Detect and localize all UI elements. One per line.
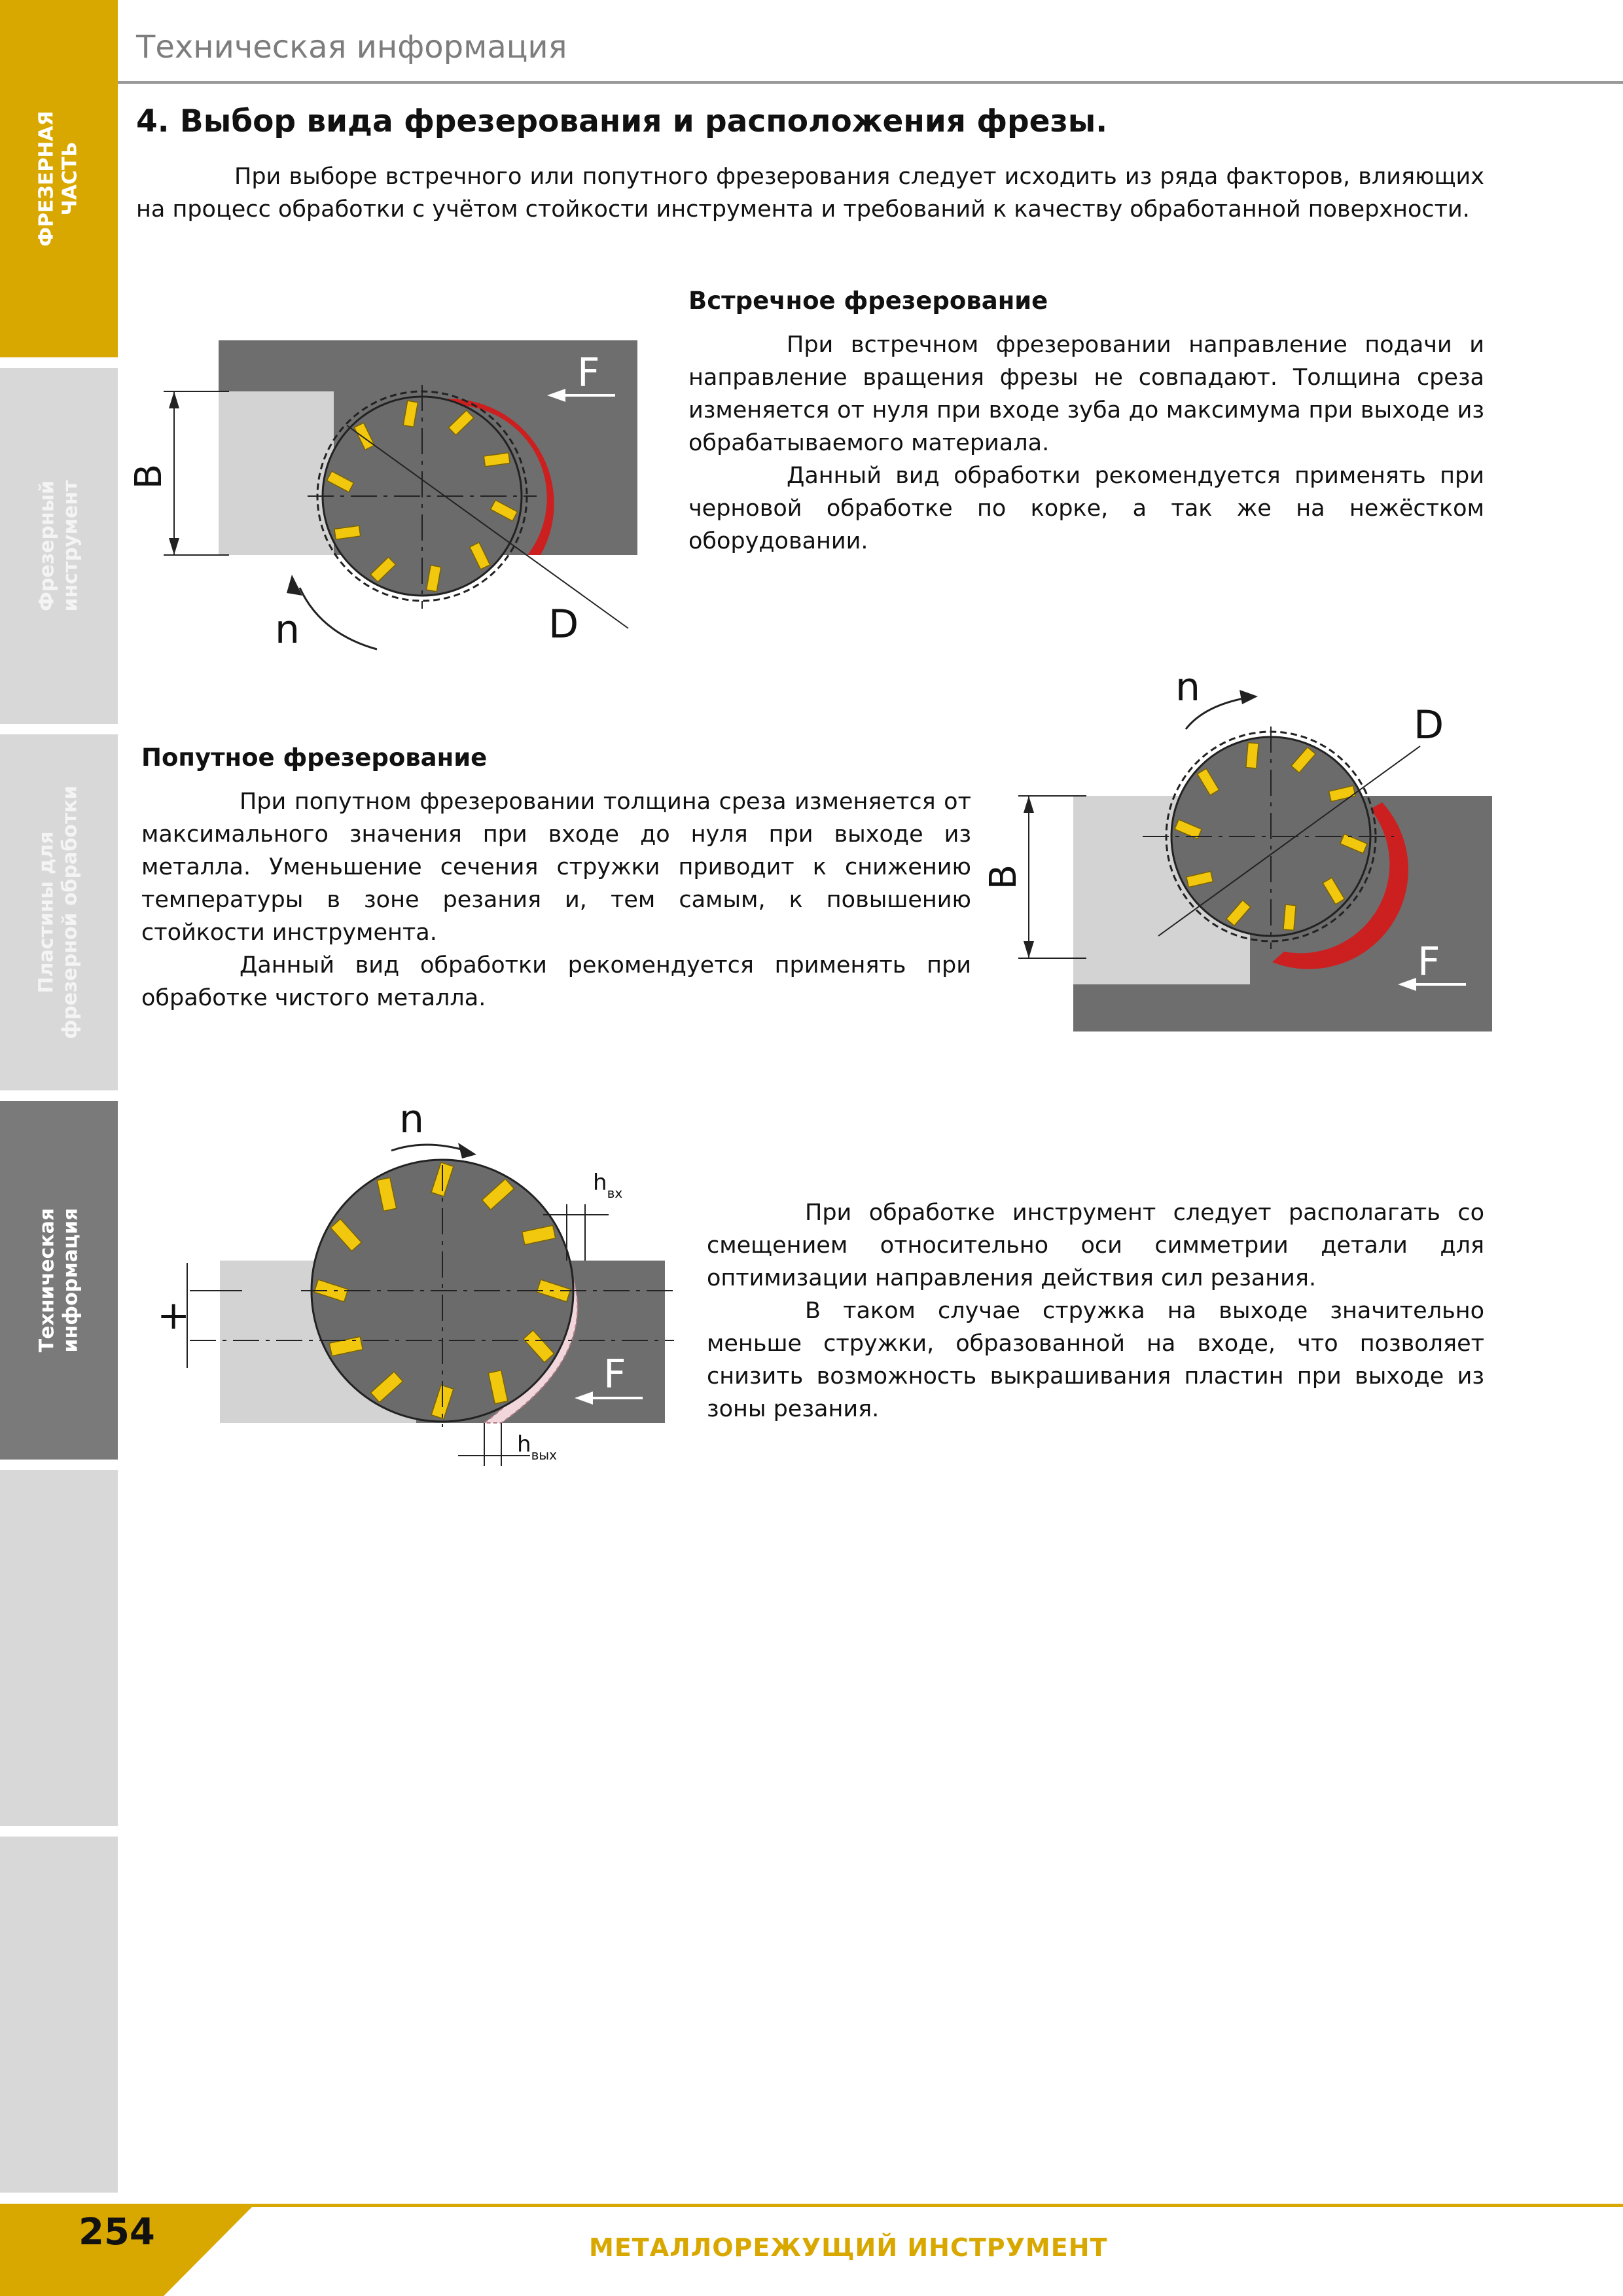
sidebar-tab-line1: Техническая [35, 1208, 59, 1353]
climb-paragraph-2: Данный вид обработки рекомендуется применять при обработке чистого металла. [141, 952, 971, 1011]
header-divider [118, 81, 1623, 84]
sidebar-tab-empty-2 [0, 1837, 118, 2193]
dim-arrow-bottom [169, 538, 179, 555]
conventional-text [688, 329, 1484, 558]
rotation-arrow-shaft [300, 588, 377, 649]
cutter-insert [1283, 905, 1296, 930]
footer-brand: МЕТАЛЛОРЕЖУЩИЙ ИНСТРУМЕНТ [589, 2233, 1108, 2262]
cutter-insert [1246, 743, 1258, 768]
label-feed-f: F [1418, 939, 1440, 985]
page-number: 254 [79, 2211, 155, 2253]
dim-arrow-top [1024, 796, 1034, 813]
climb-paragraph-1: При попутном фрезеровании толщина среза изменяется от максимального значения при входе до нуля при выходе из металла. Уменьшение сечения стружки приводит к снижению температуры в зоне резания и, тем самым, к повышению стойкости инструмента. [141, 789, 971, 946]
sidebar-tab-label [35, 480, 82, 612]
offset-text [707, 1196, 1484, 1426]
sidebar-tab-label [35, 1208, 82, 1353]
label-h-out-sub: вых [531, 1447, 557, 1463]
sidebar-tab-line1: ФРЕЗЕРНАЯ [35, 111, 59, 247]
sidebar-tab-line2: фрезерной обработки [59, 785, 82, 1039]
sidebar-tab-line2: инструмент [59, 480, 82, 612]
label-rotation-n: n [275, 607, 300, 653]
offset-milling-diagram [151, 1096, 694, 1466]
sidebar-tab-label [35, 111, 82, 246]
label-width-b: B [982, 864, 1025, 890]
label-h-in-main: h [593, 1170, 607, 1196]
label-width-b: B [128, 463, 170, 490]
sidebar-tab-technical-info[interactable] [0, 1101, 118, 1460]
sidebar-tab-line2: информация [59, 1208, 82, 1353]
offset-paragraph-1: При обработке инструмент следует располагать со смещением относительно оси симметрии детали для оптимизации направления действия сил резания. [707, 1200, 1484, 1291]
sidebar-tab-empty-1 [0, 1470, 118, 1826]
sidebar-tab-milling-tools[interactable] [0, 368, 118, 724]
rotation-arrow-head [1240, 690, 1258, 704]
climb-milling-diagram [982, 664, 1505, 1041]
label-h-out [517, 1431, 557, 1463]
rotation-arrow-head [287, 575, 302, 596]
label-diameter-d: D [1414, 702, 1444, 748]
removed-layer [219, 391, 334, 555]
label-rotation-n: n [1175, 664, 1201, 710]
section-title: 4. Выбор вида фрезерования и расположения фрезы. [136, 103, 1108, 139]
conventional-paragraph-1: При встречном фрезеровании направление подачи и направление вращения фрезы не совпадают. Толщина среза изменяется от нуля при входе зуба до максимума при выходе из обрабатываемого материала. [688, 332, 1484, 456]
conventional-heading: Встречное фрезерование [688, 287, 1048, 315]
label-h-in [593, 1170, 622, 1201]
label-feed-f: F [577, 350, 600, 396]
rotation-arrow-shaft [391, 1145, 466, 1151]
conventional-paragraph-2: Данный вид обработки рекомендуется применять при черновой обработке по корке, а так же на нежёстком оборудовании. [688, 463, 1484, 554]
dim-arrow-top [169, 391, 179, 408]
label-rotation-n: n [399, 1096, 425, 1142]
rotation-arrow-head [458, 1143, 476, 1158]
label-offset-plus: + [157, 1293, 190, 1338]
climb-heading: Попутное фрезерование [141, 744, 488, 772]
climb-text [141, 785, 971, 1014]
dim-arrow-bottom [1024, 941, 1034, 958]
label-h-out-main: h [517, 1431, 531, 1458]
intro-paragraph: При выборе встречного или попутного фрезерования следует исходить из ряда факторов, влияющих на процесс обработки с учётом стойкости инструмента и требований к качеству обработанной поверхности. [136, 164, 1484, 223]
sidebar-tab-inserts[interactable] [0, 734, 118, 1090]
label-h-in-sub: вх [607, 1185, 623, 1201]
label-diameter-d: D [548, 601, 579, 647]
label-feed-f: F [603, 1352, 626, 1397]
sidebar-tab-line2: ЧАСТЬ [59, 141, 82, 216]
sidebar [0, 0, 118, 2296]
offset-paragraph-2: В таком случае стружка на выходе значительно меньше стружки, образованной на входе, что позволяет снизить возможность выкрашивания пластин при выходе из зоны резания. [707, 1298, 1484, 1422]
section-intro [136, 160, 1484, 226]
sidebar-tab-label [35, 785, 82, 1039]
conventional-milling-diagram [128, 327, 668, 668]
sidebar-tab-line1: Пластины для [35, 831, 58, 994]
sidebar-tab-milling-section[interactable] [0, 0, 118, 357]
page-header-title: Техническая информация [136, 29, 567, 65]
sidebar-tab-line1: Фрезерный [35, 480, 58, 611]
